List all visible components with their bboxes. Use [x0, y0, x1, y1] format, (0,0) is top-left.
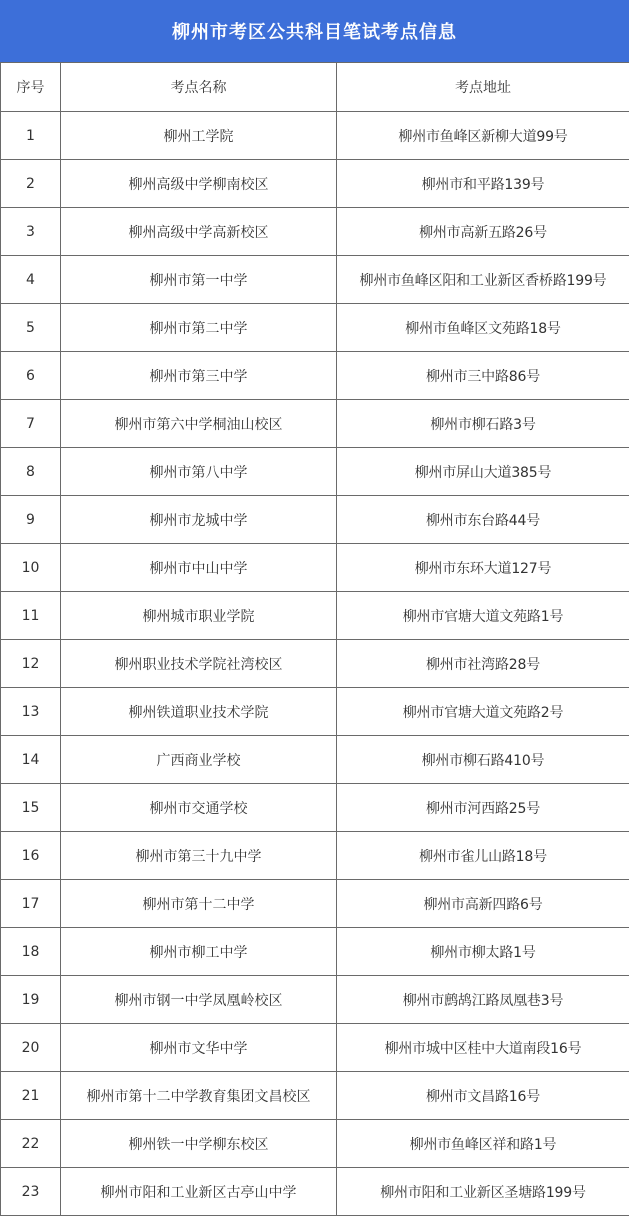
- table-row: [1, 304, 629, 352]
- row-index: 21: [1, 1072, 61, 1120]
- site-name: 柳州市第一中学: [61, 256, 337, 304]
- row-index: 11: [1, 592, 61, 640]
- table-row: [1, 544, 629, 592]
- site-name: 柳州市阳和工业新区古亭山中学: [61, 1168, 337, 1216]
- site-name: 柳州市第十二中学: [61, 880, 337, 928]
- row-index: 2: [1, 160, 61, 208]
- row-index: 4: [1, 256, 61, 304]
- site-address: 柳州市鱼峰区祥和路1号: [337, 1120, 629, 1168]
- column-header-index: 序号: [1, 63, 61, 112]
- site-name: 柳州职业技术学院社湾校区: [61, 640, 337, 688]
- exam-sites-table: [0, 62, 629, 1216]
- column-header-site-name: 考点名称: [61, 63, 337, 112]
- table-row: [1, 352, 629, 400]
- site-name: 柳州市文华中学: [61, 1024, 337, 1072]
- site-address: 柳州市高新五路26号: [337, 208, 629, 256]
- row-index: 15: [1, 784, 61, 832]
- site-address: 柳州市三中路86号: [337, 352, 629, 400]
- table-row: [1, 112, 629, 160]
- table-row: [1, 400, 629, 448]
- site-name: 柳州市第二中学: [61, 304, 337, 352]
- table-header-row: [1, 63, 629, 112]
- column-header-site-address: 考点地址: [337, 63, 629, 112]
- site-address: 柳州市阳和工业新区圣塘路199号: [337, 1168, 629, 1216]
- site-address: 柳州市鱼峰区文苑路18号: [337, 304, 629, 352]
- table-row: [1, 784, 629, 832]
- site-address: 柳州市社湾路28号: [337, 640, 629, 688]
- site-name: 柳州市第八中学: [61, 448, 337, 496]
- site-name: 柳州市第三十九中学: [61, 832, 337, 880]
- site-name: 柳州市第六中学桐油山校区: [61, 400, 337, 448]
- site-address: 柳州市柳石路410号: [337, 736, 629, 784]
- site-name: 柳州铁道职业技术学院: [61, 688, 337, 736]
- table-row: [1, 976, 629, 1024]
- site-address: 柳州市高新四路6号: [337, 880, 629, 928]
- row-index: 3: [1, 208, 61, 256]
- row-index: 20: [1, 1024, 61, 1072]
- table-row: [1, 496, 629, 544]
- site-name: 柳州市龙城中学: [61, 496, 337, 544]
- table-row: [1, 928, 629, 976]
- row-index: 13: [1, 688, 61, 736]
- site-name: 柳州市交通学校: [61, 784, 337, 832]
- site-address: 柳州市和平路139号: [337, 160, 629, 208]
- site-address: 柳州市柳太路1号: [337, 928, 629, 976]
- site-address: 柳州市东台路44号: [337, 496, 629, 544]
- row-index: 23: [1, 1168, 61, 1216]
- site-name: 柳州市柳工中学: [61, 928, 337, 976]
- table-row: [1, 1168, 629, 1216]
- row-index: 7: [1, 400, 61, 448]
- site-address: 柳州市官塘大道文苑路2号: [337, 688, 629, 736]
- row-index: 19: [1, 976, 61, 1024]
- site-address: 柳州市文昌路16号: [337, 1072, 629, 1120]
- site-name: 柳州市中山中学: [61, 544, 337, 592]
- site-name: 柳州工学院: [61, 112, 337, 160]
- row-index: 17: [1, 880, 61, 928]
- row-index: 5: [1, 304, 61, 352]
- row-index: 10: [1, 544, 61, 592]
- row-index: 1: [1, 112, 61, 160]
- site-address: 柳州市柳石路3号: [337, 400, 629, 448]
- table-row: [1, 1120, 629, 1168]
- table-row: [1, 256, 629, 304]
- row-index: 12: [1, 640, 61, 688]
- site-address: 柳州市城中区桂中大道南段16号: [337, 1024, 629, 1072]
- table-row: [1, 640, 629, 688]
- site-address: 柳州市鹧鸪江路凤凰巷3号: [337, 976, 629, 1024]
- site-address: 柳州市官塘大道文苑路1号: [337, 592, 629, 640]
- site-address: 柳州市河西路25号: [337, 784, 629, 832]
- site-address: 柳州市东环大道127号: [337, 544, 629, 592]
- site-name: 柳州城市职业学院: [61, 592, 337, 640]
- site-address: 柳州市鱼峰区新柳大道99号: [337, 112, 629, 160]
- table-row: [1, 736, 629, 784]
- row-index: 8: [1, 448, 61, 496]
- site-name: 柳州市第三中学: [61, 352, 337, 400]
- table-row: [1, 448, 629, 496]
- site-name: 广西商业学校: [61, 736, 337, 784]
- table-row: [1, 832, 629, 880]
- table-row: [1, 1072, 629, 1120]
- row-index: 9: [1, 496, 61, 544]
- site-address: 柳州市雀儿山路18号: [337, 832, 629, 880]
- row-index: 6: [1, 352, 61, 400]
- row-index: 14: [1, 736, 61, 784]
- table-row: [1, 1024, 629, 1072]
- site-name: 柳州高级中学高新校区: [61, 208, 337, 256]
- row-index: 22: [1, 1120, 61, 1168]
- row-index: 16: [1, 832, 61, 880]
- site-address: 柳州市鱼峰区阳和工业新区香桥路199号: [337, 256, 629, 304]
- table-row: [1, 688, 629, 736]
- site-address: 柳州市屏山大道385号: [337, 448, 629, 496]
- page-title: 柳州市考区公共科目笔试考点信息: [0, 0, 629, 62]
- site-name: 柳州高级中学柳南校区: [61, 160, 337, 208]
- site-name: 柳州市钢一中学凤凰岭校区: [61, 976, 337, 1024]
- site-name: 柳州铁一中学柳东校区: [61, 1120, 337, 1168]
- table-row: [1, 592, 629, 640]
- row-index: 18: [1, 928, 61, 976]
- table-row: [1, 208, 629, 256]
- site-name: 柳州市第十二中学教育集团文昌校区: [61, 1072, 337, 1120]
- table-row: [1, 880, 629, 928]
- table-row: [1, 160, 629, 208]
